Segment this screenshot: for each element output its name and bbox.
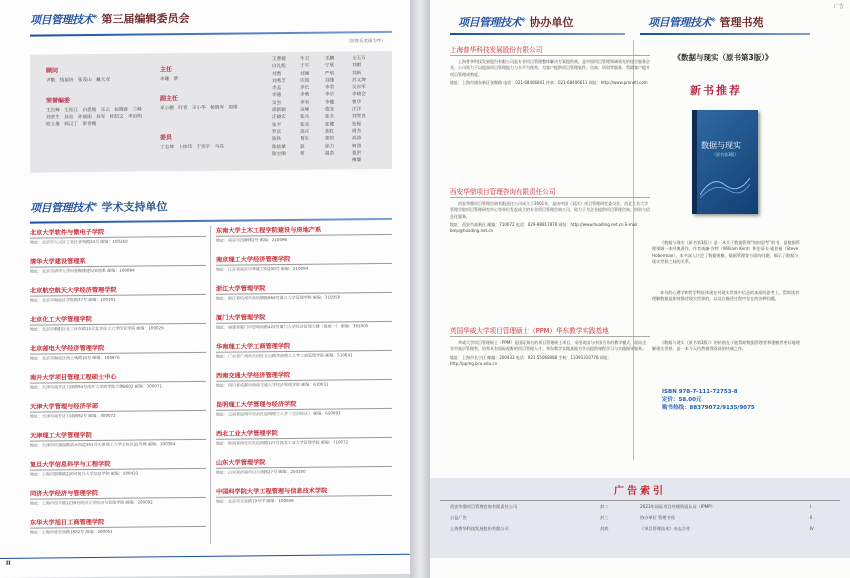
journal-logo: 项目管理技术® xyxy=(458,16,526,29)
university-address: 地址：天津市南开区卫津路94号南开大学商学院大楼B602 邮编：300071 xyxy=(30,383,163,390)
ad-index-company: 上海普华科技发展股份有限公司 xyxy=(450,526,509,531)
university-name: 同济大学经济与管理学院 xyxy=(30,487,206,500)
university-name: 天津理工大学管理学院 xyxy=(30,429,206,442)
ad-index-company: 公益广告 xyxy=(450,515,467,520)
left-page xyxy=(0,0,410,578)
ad-index-pos: 封三 xyxy=(600,515,609,520)
university-address: 地址：江苏省南京市孝陵卫街200号 邮编：210094 xyxy=(216,265,309,272)
university-address: 地址：北京市大兴区工业区金苑路24号 邮编：100260 xyxy=(30,238,128,245)
ad-index-heading: 广告索引 xyxy=(614,486,666,497)
editorial-header xyxy=(30,10,190,28)
university-name: 东南大学土木工程学院建设与房地产系 xyxy=(216,224,392,237)
book-gutter xyxy=(410,0,430,578)
university-entry xyxy=(216,485,392,504)
support-title: 学术支持单位 xyxy=(101,200,168,214)
new-book-heading: 新书推荐 xyxy=(690,84,742,97)
university-name: 东华大学旭日工商管理学院 xyxy=(30,516,206,529)
book-paragraph: 本书的心理学和哲学特征体现在对现实世界中信息的本质的思考上，帮助读者理解数据是如何描述现实世界的，以及在描述过程中存在的各种问题。 xyxy=(652,290,800,302)
university-address: 地址：北京市朝阳区北三环东路15号北京化工大学经管学院 邮编：100029 xyxy=(30,325,164,332)
book-hotline: 购书热线：88379072/9135/9075 xyxy=(662,405,755,411)
university-address: 地址：四川省成都市西南交通大学经济管理学院 邮编：610031 xyxy=(216,381,329,388)
book-paragraph: 《数据与现实（原书第3版）》是一本关于数据管理“如何思考”的书，是数据管理领域一本经典著作。作者威廉·肯特（William Kent）和史蒂夫·霍伯曼（Steve Hoberman）。本书深入讨论了数据建模、数据管理等方面的问题，揭示了数据与现实世界之间的关系。 xyxy=(652,240,800,264)
committee-column: 牛卫 于平 刘闻 许国 李长 李勇 李有 吴峰 张兵 张克 高月 葛生 赵 蔡 xyxy=(300,56,310,157)
university-address: 地址：上海市四平路1239号同济大学经济与管理学院 邮编：200092 xyxy=(30,499,153,506)
ad-index-rule xyxy=(440,500,840,501)
university-address: 地址：云南省昆明市呈贡区昆明理工大学（呈贡校区） 邮编：650093 xyxy=(216,410,341,417)
coop-title: 协办单位 xyxy=(529,16,574,29)
support-header xyxy=(30,198,168,215)
group-vice-director: 副主任 邓小鹏 吁青 辛小华 杨晓岑 周珺 xyxy=(160,95,238,112)
group-honorary: 荣誉编委 王长峰 王松江 白思俊 乐云 包晓春 兰峰 刘荣生 孙宏 孙丽丽 孙军 杜昭文 李启明 欧立雄 郭汉丁 梁青槐 xyxy=(46,97,142,128)
company-block: 西安华鼎项目管理咨询有限责任公司 西安华鼎项目管理咨询有限责任公司成立于2001年，是由中国（双法）项目管理研究委员会、西北工业大学管理学院项目管理研究中心等单位发起成立的专业项目管理咨询公司，致力于为企业提供项目管理咨询、培训与信息化服务。 地址：西安市高新区 邮编：710072 电话：029-88817876 网址：http://www.huading.net.cn E-mail：bmp@huading.net.cn xyxy=(450,188,650,233)
university-entry xyxy=(30,429,206,448)
committee-column: 全玉万 刘毅 刘新 苏义坤 吴东军 李晓会 曹华 汪洋 刘宽良 张振 周杰 高涛 柯涛 夏洪 傅黎 xyxy=(352,56,366,164)
ad-tag: 广告 xyxy=(833,4,844,10)
university-entry xyxy=(216,224,392,243)
journal-logo: 项目管理技术® xyxy=(30,201,98,215)
university-entry xyxy=(216,456,392,475)
university-address: 地址：浙江省杭州市余杭塘路866号浙江大学管理学院 邮编：310058 xyxy=(216,294,341,301)
university-address: 地址：天津市红旗南路滨水西道391号天津理工大学主校区25号楼 邮编：300384 xyxy=(30,441,176,448)
university-entry xyxy=(216,282,392,301)
university-address: 地址：北京市海淀区学院路37号 邮编：100191 xyxy=(30,296,116,303)
ad-index-pos: 封底 xyxy=(600,526,609,531)
page-number: II xyxy=(6,559,11,567)
university-address: 地址：福建省厦门市思明南路422号厦门大学经济管理大楼（嘉庚一） 邮编：361005 xyxy=(216,323,369,330)
university-entry xyxy=(30,516,206,535)
university-entry xyxy=(216,311,392,330)
university-entry xyxy=(30,371,206,390)
book-isbn: ISBN 978-7-111-72753-8 xyxy=(662,389,738,395)
ad-index-page: Ⅱ xyxy=(810,515,813,520)
book-cover-sub: （原书第3版） xyxy=(712,152,739,157)
books-rule xyxy=(640,33,810,35)
university-entry xyxy=(30,284,206,303)
university-name: 南京理工大学经济管理学院 xyxy=(216,253,392,266)
ad-index-item: 协办单位 管理书苑 xyxy=(640,515,675,520)
university-name: 中国科学院大学工程管理与信息技术学院 xyxy=(216,485,392,498)
university-entry xyxy=(30,313,206,332)
university-name: 浙江大学管理学院 xyxy=(216,282,392,295)
coop-header xyxy=(458,14,574,30)
university-name: 清华大学建设管理系 xyxy=(30,255,206,268)
book-cover xyxy=(692,110,758,214)
university-name: 昆明理工大学管理与经济学院 xyxy=(216,398,392,411)
company-block: 上海普华科技发展股份有限公司 上海普华科技发展股份有限公司是专业项目管理整体解决方案提供商。是中国项目管理领域领先的综合服务企业，公司致力于以提高项目管理能力与水平为使命，为客户提供项目管理软件、咨询、培训等服务，帮助客户提升项目管理成熟度。 地址：上海市浦东新区张衡路 电话：021-68406841 传真：021-68406611 网址：http://www.proneti.com xyxy=(450,46,650,85)
support-rule xyxy=(30,218,392,224)
university-entry xyxy=(216,398,392,417)
right-page xyxy=(430,0,850,578)
university-name: 复旦大学信息科学与工程学院 xyxy=(30,458,206,471)
book-paragraph: 《数据与现实（原书第3版）》的价值在于能帮助数据管理者和建模者更好地理解现实世界，是一本今天仍然值得阅读的经典之作。 xyxy=(652,340,800,352)
group-members: 委员 丁志坤 卜炜玮 于宪宇 马亮 xyxy=(160,134,224,151)
university-name: 北京化工大学管理学院 xyxy=(30,313,206,326)
university-address: 地址：上海市延安西路1882号 邮编：200051 xyxy=(30,528,113,535)
group-director: 主任 李珊 梦 xyxy=(160,66,179,83)
university-entry xyxy=(30,400,206,419)
column-divider xyxy=(633,40,634,460)
university-entry xyxy=(30,342,206,361)
books-header xyxy=(648,14,764,30)
university-name: 山东大学管理学院 xyxy=(216,456,392,469)
university-address: 地址：陕西省西安市友谊西路127号西北工业大学管理学院 邮编：710072 xyxy=(216,439,349,446)
book-cover-title: 数据与现实 xyxy=(701,141,741,150)
university-address: 地址：南京市四牌楼2号 邮编：210096 xyxy=(216,236,288,243)
university-address: 地址：山东省济南市山大南路27号 邮编：250100 xyxy=(216,468,306,475)
university-name: 西北工业大学管理学院 xyxy=(216,427,392,440)
university-name: 华南理工大学工商管理学院 xyxy=(216,340,392,353)
book-info xyxy=(662,388,755,412)
book-cover-art xyxy=(700,170,750,200)
book-price: 定价：58.00元 xyxy=(662,397,702,403)
university-name: 厦门大学管理学院 xyxy=(216,311,392,324)
coop-rule xyxy=(450,33,625,35)
footer-rule xyxy=(0,554,410,568)
university-address: 地址：上海市邯郸路220号复旦大学信息学院 邮编：200433 xyxy=(30,470,139,477)
editorial-title: 第三届编辑委员会 xyxy=(101,12,190,26)
university-address: 地址：北京市清华大学何善衡楼建设管理系 邮编：100084 xyxy=(30,267,135,274)
university-entry xyxy=(216,340,392,359)
column-divider xyxy=(210,226,211,544)
university-entry xyxy=(216,253,392,272)
committee-column: 毛鹏 宁欣 严培 刘雄 李君 李宗 李健 俊安 张永 张健 胡红 郭恒 徐力 温浩 xyxy=(325,56,335,157)
header-rule xyxy=(30,31,392,37)
university-name: 西南交通大学经济管理学院 xyxy=(216,369,392,382)
university-address: 地址：北京市玉泉路19号甲 邮编：100049 xyxy=(216,497,294,504)
journal-logo: 项目管理技术® xyxy=(30,13,98,27)
university-name: 北京航空航天大学经济管理学院 xyxy=(30,284,206,297)
books-title: 管理书苑 xyxy=(719,16,764,29)
company-block: 英国华威大学项目管理硕士（PPM）华东教学实践基地 华威大学项目管理硕士（PPM）是国际知名的项目管理硕士项目，采用英国与中国合作的教学模式，面向企业中高层管理者，培养具有国际视野的项目管理人才。华东教学实践基地为学员提供课程学习与实践指导服务。 地址：上海市长宁区 邮编：200433 电话：021-55068088 手机：13391310778 网址：http://ppmg.bcu.edu.cn xyxy=(450,325,650,367)
ad-index-pos: 封二 xyxy=(600,504,609,509)
order-note: （按姓氏笔画为序） xyxy=(346,38,386,45)
book-title: 《数据与现实（原书第3版）》 xyxy=(673,53,773,62)
university-address: 地址：广东省广州市天河区五山路华南理工大学工商管理学院 邮编：510641 xyxy=(216,352,353,359)
committee-column: 王曹德 白礼彪 刘勇 刘秀芝 李孟 李德 吴雪 邢新颖 汪晓宏 张平 罗宾 陈铁 陈炫斌 陈宝顺 xyxy=(272,57,286,158)
university-name: 北京邮电大学经济管理学院 xyxy=(30,342,206,355)
ad-index-company: 西安华鼎项目管理咨询有限责任公司 xyxy=(450,504,518,509)
university-address: 地址：北京市海淀区西土城路10号 邮编：100876 xyxy=(30,354,120,361)
ad-index-page: Ⅰ xyxy=(810,504,812,509)
university-entry xyxy=(216,427,392,446)
university-entry xyxy=(216,369,392,388)
university-entry xyxy=(30,226,206,245)
group-advisors: 顾问 尹勤 钱福培 张茂山 戴大双 xyxy=(46,67,110,84)
ad-index-item: 《项目管理技术》杂志合作 xyxy=(640,526,691,531)
ad-index-page: Ⅳ xyxy=(810,526,814,531)
journal-logo: 项目管理技术® xyxy=(648,16,716,29)
university-entry xyxy=(30,255,206,274)
university-entry xyxy=(30,487,206,506)
university-name: 南开大学项目管理工程硕士中心 xyxy=(30,371,206,384)
ad-index-item: 2023年国际项目经理资质认证（IPMP） xyxy=(640,504,715,509)
university-address: 地址：天津市南开区卫津路92号 邮编：300072 xyxy=(30,412,116,419)
university-name: 北京大学软件与微电子学院 xyxy=(30,226,206,239)
university-entry xyxy=(30,458,206,477)
university-name: 天津大学管理与经济学部 xyxy=(30,400,206,413)
